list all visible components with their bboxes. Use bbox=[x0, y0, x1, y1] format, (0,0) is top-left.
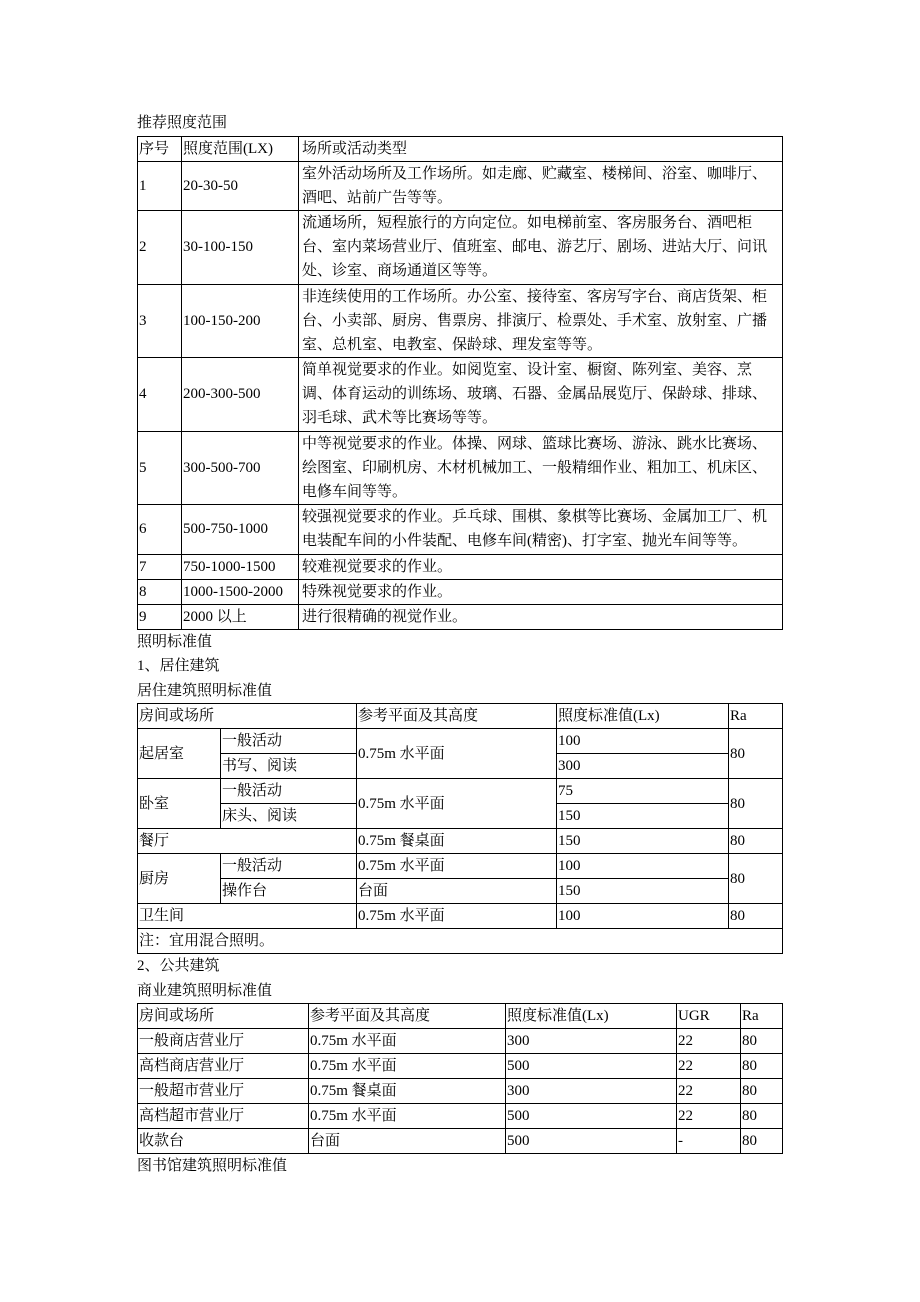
note-cell: 注：宜用混合照明。 bbox=[138, 929, 783, 954]
table-row bbox=[138, 1079, 783, 1104]
plane-cell: 0.75m 水平面 bbox=[357, 779, 557, 829]
header-cell: 序号 bbox=[138, 136, 182, 161]
table-cell: 一般超市营业厅 bbox=[138, 1079, 309, 1104]
table-row bbox=[138, 854, 783, 879]
value-cell: 75 bbox=[557, 779, 729, 804]
table-cell: 0.75m 水平面 bbox=[309, 1104, 506, 1129]
ra-cell: 80 bbox=[729, 904, 783, 929]
value-cell: 300 bbox=[557, 754, 729, 779]
table-cell: 1000-1500-2000 bbox=[182, 579, 299, 604]
table-cell: 6 bbox=[138, 504, 182, 554]
table-row bbox=[138, 1054, 783, 1079]
table-cell: 5 bbox=[138, 431, 182, 504]
recommended-illuminance-table bbox=[137, 136, 783, 630]
ra-cell: 80 bbox=[729, 729, 783, 779]
table-row bbox=[138, 879, 783, 904]
table-cell: 特殊视觉要求的作业。 bbox=[299, 579, 783, 604]
table-cell: 8 bbox=[138, 579, 182, 604]
activity-cell: 一般活动 bbox=[221, 729, 357, 754]
header-cell: 参考平面及其高度 bbox=[309, 1004, 506, 1029]
table-cell: 室外活动场所及工作场所。如走廊、贮藏室、楼梯间、浴室、咖啡厅、酒吧、站前广告等等。 bbox=[299, 161, 783, 210]
table-row bbox=[138, 829, 783, 854]
table-cell: 较强视觉要求的作业。乒乓球、围棋、象棋等比赛场、金属加工厂、机电装配车间的小件装配、电修车间(精密)、打字室、抛光车间等等。 bbox=[299, 504, 783, 554]
table-row bbox=[138, 604, 783, 629]
header-cell: 房间或场所 bbox=[138, 704, 357, 729]
header-cell: 照度标准值(Lx) bbox=[506, 1004, 677, 1029]
table-cell: 7 bbox=[138, 554, 182, 579]
table-cell: 80 bbox=[741, 1129, 783, 1154]
table-row bbox=[138, 904, 783, 929]
table-row bbox=[138, 1104, 783, 1129]
table-title: 居住建筑照明标准值 bbox=[137, 682, 273, 699]
table-row bbox=[138, 504, 783, 554]
table-header-row bbox=[138, 1004, 783, 1029]
table-cell: - bbox=[677, 1129, 741, 1154]
header-cell: 照度范围(LX) bbox=[182, 136, 299, 161]
table-title: 图书馆建筑照明标准值 bbox=[137, 1158, 288, 1174]
plane-cell: 0.75m 水平面 bbox=[357, 854, 557, 879]
section-title: 推荐照度范围 bbox=[137, 115, 228, 131]
table-title: 商业建筑照明标准值 bbox=[137, 982, 273, 999]
activity-cell: 一般活动 bbox=[221, 854, 357, 879]
room-cell: 卫生间 bbox=[138, 904, 357, 929]
table-cell: 1 bbox=[138, 161, 182, 210]
table-cell: 22 bbox=[677, 1029, 741, 1054]
table-cell: 4 bbox=[138, 357, 182, 431]
residential-lighting-table bbox=[137, 703, 783, 954]
table-cell: 收款台 bbox=[138, 1129, 309, 1154]
table-cell: 0.75m 水平面 bbox=[309, 1029, 506, 1054]
activity-cell: 一般活动 bbox=[221, 779, 357, 804]
table-row bbox=[138, 554, 783, 579]
table-cell: 300 bbox=[506, 1029, 677, 1054]
value-cell: 100 bbox=[557, 854, 729, 879]
table-cell: 进行很精确的视觉作业。 bbox=[299, 604, 783, 629]
header-cell: 房间或场所 bbox=[138, 1004, 309, 1029]
table-cell: 台面 bbox=[309, 1129, 506, 1154]
table-row bbox=[138, 729, 783, 754]
table-cell: 0.75m 餐桌面 bbox=[309, 1079, 506, 1104]
room-cell: 卧室 bbox=[138, 779, 221, 829]
value-cell: 150 bbox=[557, 804, 729, 829]
table-cell: 高档超市营业厅 bbox=[138, 1104, 309, 1129]
heading: 照明标准值 bbox=[137, 633, 213, 650]
header-cell: 照度标准值(Lx) bbox=[557, 704, 729, 729]
table-cell: 非连续使用的工作场所。办公室、接待室、客房写字台、商店货架、柜台、小卖部、厨房、售票房、排演厅、检票处、手术室、放射室、广播室、总机室、电教室、保龄球、理发室等等。 bbox=[299, 284, 783, 357]
value-cell: 150 bbox=[557, 829, 729, 854]
table-cell: 20-30-50 bbox=[182, 161, 299, 210]
table-cell: 3 bbox=[138, 284, 182, 357]
table-cell: 80 bbox=[741, 1104, 783, 1129]
table-row bbox=[138, 1029, 783, 1054]
room-cell: 厨房 bbox=[138, 854, 221, 904]
table-row bbox=[138, 357, 783, 431]
room-cell: 餐厅 bbox=[138, 829, 357, 854]
table-row bbox=[138, 161, 783, 210]
table-cell: 中等视觉要求的作业。体操、网球、篮球比赛场、游泳、跳水比赛场、绘图室、印刷机房、木材机械加工、一般精细作业、粗加工、机床区、电修车间等等。 bbox=[299, 431, 783, 504]
ra-cell: 80 bbox=[729, 829, 783, 854]
table-row bbox=[138, 579, 783, 604]
plane-cell: 0.75m 水平面 bbox=[357, 729, 557, 779]
table-cell: 简单视觉要求的作业。如阅览室、设计室、橱窗、陈列室、美容、烹调、体育运动的训练场、玻璃、石器、金属品展览厅、保龄球、排球、羽毛球、武术等比赛场等等。 bbox=[299, 357, 783, 431]
table-cell: 9 bbox=[138, 604, 182, 629]
table-cell: 500-750-1000 bbox=[182, 504, 299, 554]
table-row bbox=[138, 779, 783, 804]
table-cell: 750-1000-1500 bbox=[182, 554, 299, 579]
table-cell: 流通场所，短程旅行的方向定位。如电梯前室、客房服务台、酒吧柜台、室内菜场营业厅、值班室、邮电、游艺厅、剧场、进站大厅、问讯处、诊室、商场通道区等等。 bbox=[299, 210, 783, 284]
plane-cell: 0.75m 水平面 bbox=[357, 904, 557, 929]
table-cell: 较难视觉要求的作业。 bbox=[299, 554, 783, 579]
table-cell: 0.75m 水平面 bbox=[309, 1054, 506, 1079]
activity-cell: 书写、阅读 bbox=[221, 754, 357, 779]
table-cell: 80 bbox=[741, 1054, 783, 1079]
table-cell: 500 bbox=[506, 1054, 677, 1079]
table-cell: 一般商店营业厅 bbox=[138, 1029, 309, 1054]
table-cell: 80 bbox=[741, 1079, 783, 1104]
table-cell: 22 bbox=[677, 1079, 741, 1104]
plane-cell: 0.75m 餐桌面 bbox=[357, 829, 557, 854]
document bbox=[137, 111, 783, 1179]
table-row bbox=[138, 210, 783, 284]
table-cell: 30-100-150 bbox=[182, 210, 299, 284]
table-cell: 100-150-200 bbox=[182, 284, 299, 357]
ra-cell: 80 bbox=[729, 854, 783, 904]
table-cell: 500 bbox=[506, 1129, 677, 1154]
table-cell: 300-500-700 bbox=[182, 431, 299, 504]
section-heading: 1、居住建筑 bbox=[137, 658, 220, 674]
table-cell: 高档商店营业厅 bbox=[138, 1054, 309, 1079]
table-cell: 2000 以上 bbox=[182, 604, 299, 629]
header-cell: Ra bbox=[741, 1004, 783, 1029]
table-cell: 22 bbox=[677, 1054, 741, 1079]
table-cell: 200-300-500 bbox=[182, 357, 299, 431]
plane-cell: 台面 bbox=[357, 879, 557, 904]
room-cell: 起居室 bbox=[138, 729, 221, 779]
table-row bbox=[138, 284, 783, 357]
value-cell: 100 bbox=[557, 904, 729, 929]
table-cell: 22 bbox=[677, 1104, 741, 1129]
table-header-row bbox=[138, 136, 783, 161]
header-cell: Ra bbox=[729, 704, 783, 729]
table-cell: 300 bbox=[506, 1079, 677, 1104]
table-note-row bbox=[138, 929, 783, 954]
table-cell: 500 bbox=[506, 1104, 677, 1129]
table-row bbox=[138, 431, 783, 504]
table-row bbox=[138, 1129, 783, 1154]
value-cell: 150 bbox=[557, 879, 729, 904]
commercial-lighting-table bbox=[137, 1003, 783, 1154]
header-cell: 参考平面及其高度 bbox=[357, 704, 557, 729]
value-cell: 100 bbox=[557, 729, 729, 754]
activity-cell: 床头、阅读 bbox=[221, 804, 357, 829]
table-header-row bbox=[138, 704, 783, 729]
table-cell: 2 bbox=[138, 210, 182, 284]
header-cell: UGR bbox=[677, 1004, 741, 1029]
section-heading: 2、公共建筑 bbox=[137, 958, 220, 974]
header-cell: 场所或活动类型 bbox=[299, 136, 783, 161]
activity-cell: 操作台 bbox=[221, 879, 357, 904]
table-cell: 80 bbox=[741, 1029, 783, 1054]
ra-cell: 80 bbox=[729, 779, 783, 829]
